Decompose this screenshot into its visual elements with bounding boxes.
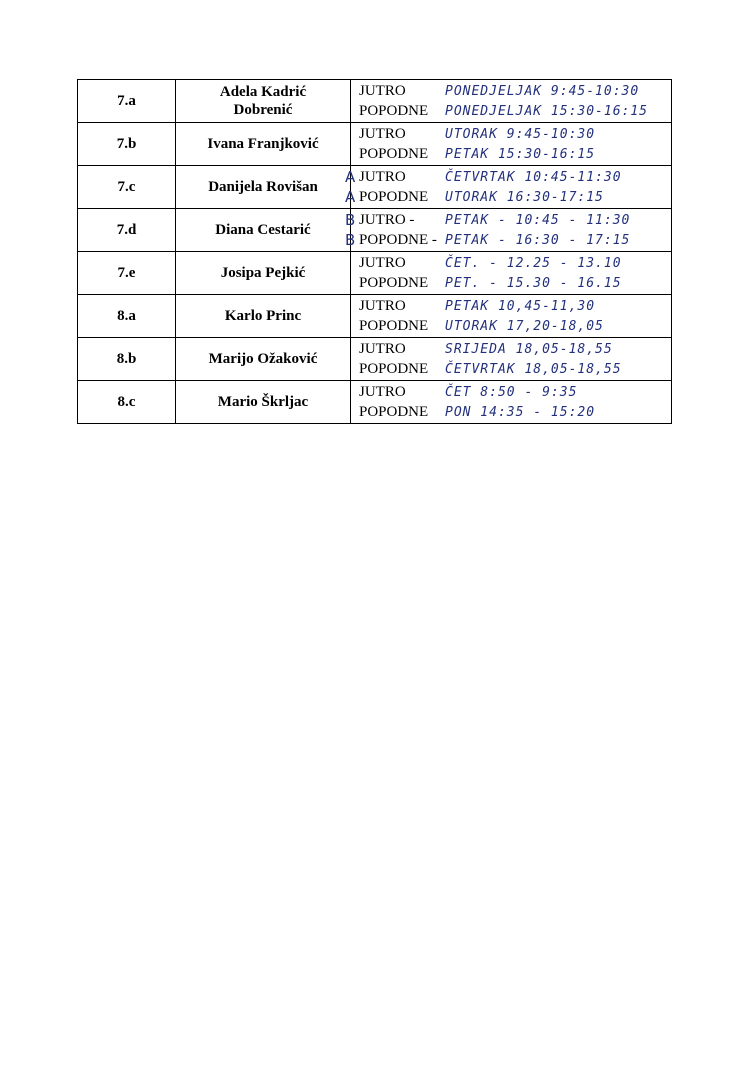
afternoon-time: UTORAK 16:30-17:15 [445,189,604,205]
class-cell: 8.a [78,295,176,338]
afternoon-time: UTORAK 17,20-18,05 [445,318,604,334]
teacher-name: Josipa Pejkić [220,265,306,281]
afternoon-line [345,187,671,207]
times-cell [345,209,672,252]
afternoon-time: PON 14:35 - 15:20 [445,404,596,420]
morning-label: JUTRO [359,125,406,142]
times-cell [351,123,672,166]
morning-label: JUTRO - [359,211,415,228]
morning-label: JUTRO [359,340,406,357]
teacher-name: Mario Škrljac [217,394,309,410]
teacher-name: Danijela Rovišan [208,179,318,195]
table-row [78,252,672,295]
afternoon-line [351,316,671,336]
afternoon-label: POPODNE [359,274,429,291]
class-cell: 8.b [78,338,176,381]
teacher-cell [176,166,351,209]
afternoon-label: POPODNE [359,145,429,162]
times-cell [351,80,672,123]
afternoon-label: POPODNE - [359,231,437,248]
class-cell: 7.c [78,166,176,209]
afternoon-label: POPODNE [359,317,429,334]
afternoon-line [351,273,671,293]
afternoon-label: POPODNE [359,102,429,119]
teacher-cell [176,80,351,123]
teacher-cell [176,381,351,424]
morning-line [345,210,671,230]
class-cell: 7.b [78,123,176,166]
morning-time: SRIJEDA 18,05-18,55 [445,341,613,357]
class-cell: 7.e [78,252,176,295]
morning-line [345,167,671,187]
morning-label: JUTRO [359,383,406,400]
table-row [78,123,672,166]
morning-line [351,81,671,101]
afternoon-line [351,144,671,164]
class-cell: 7.d [78,209,176,252]
times-cell [351,381,672,424]
table-row [78,80,672,123]
class-cell: 7.a [78,80,176,123]
table-row [78,166,672,209]
group-marker: A [345,188,356,206]
teacher-cell [176,338,351,381]
morning-label: JUTRO [359,297,406,314]
morning-label: JUTRO [359,254,406,271]
consultation-schedule-table [77,79,672,424]
afternoon-label: POPODNE [359,188,429,205]
morning-label: JUTRO [359,168,406,185]
teacher-name: Ivana Franjković [207,136,319,152]
morning-line [351,296,671,316]
morning-time: PETAK 10,45-11,30 [445,298,596,314]
teacher-cell [176,295,351,338]
afternoon-line [351,402,671,422]
morning-line [351,124,671,144]
morning-line [351,339,671,359]
teacher-name: Marijo Ožaković [208,351,318,367]
table-row [78,295,672,338]
table-row [78,381,672,424]
morning-time: PETAK - 10:45 - 11:30 [445,212,631,228]
times-cell [351,295,672,338]
afternoon-time: PONEDJELJAK 15:30-16:15 [445,103,649,119]
table-row [78,209,672,252]
morning-time: PONEDJELJAK 9:45-10:30 [445,83,640,99]
times-cell [351,338,672,381]
afternoon-line [351,101,671,121]
morning-time: ČET. - 12.25 - 13.10 [445,255,622,271]
group-marker: A [345,168,356,186]
teacher-name: Diana Cestarić [215,222,311,238]
group-marker: B [345,231,356,249]
morning-time: ČETVRTAK 10:45-11:30 [445,169,622,185]
afternoon-time: PET. - 15.30 - 16.15 [445,275,622,291]
teacher-cell [176,123,351,166]
afternoon-line [351,359,671,379]
morning-line [351,382,671,402]
morning-time: UTORAK 9:45-10:30 [445,126,596,142]
morning-label: JUTRO [359,82,406,99]
afternoon-time: PETAK 15:30-16:15 [445,146,596,162]
times-cell [345,166,672,209]
afternoon-label: POPODNE [359,360,429,377]
teacher-cell [176,209,351,252]
table-row [78,338,672,381]
morning-time: ČET 8:50 - 9:35 [445,384,578,400]
class-cell: 8.c [78,381,176,424]
teacher-name: Karlo Princ [224,308,302,324]
afternoon-label: POPODNE [359,403,429,420]
afternoon-time: PETAK - 16:30 - 17:15 [445,232,631,248]
teacher-cell [176,252,351,295]
times-cell [351,252,672,295]
group-marker: B [345,211,356,229]
afternoon-line [345,230,671,250]
morning-line [351,253,671,273]
teacher-name: Adela Kadrić Dobrenić [219,84,307,118]
afternoon-time: ČETVRTAK 18,05-18,55 [445,361,622,377]
